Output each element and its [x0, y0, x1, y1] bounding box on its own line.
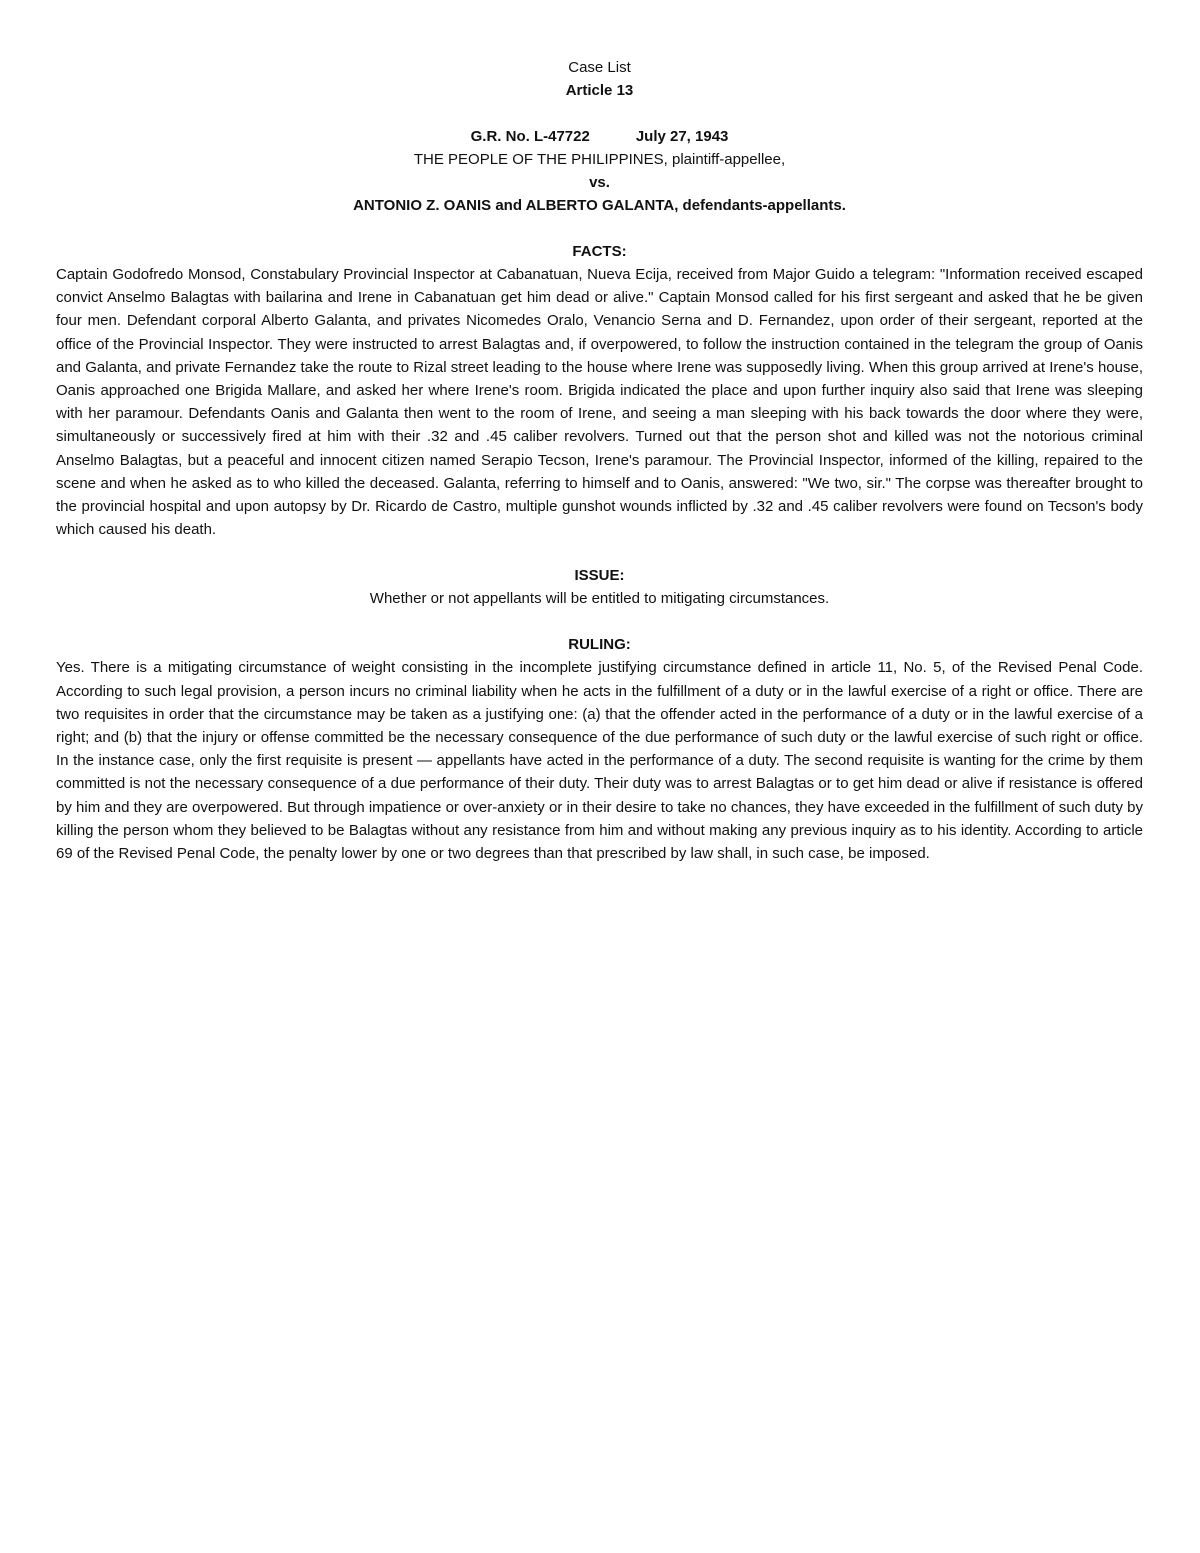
- ruling-heading: RULING:: [568, 636, 631, 654]
- document-title: Case List: [568, 59, 631, 76]
- spacer: [56, 102, 1143, 125]
- defendants-line: ANTONIO Z. OANIS and ALBERTO GALANTA, defendants-appellants.: [353, 197, 846, 214]
- spacer: [56, 217, 1143, 240]
- issue-text: Whether or not appellants will be entitled to mitigating circumstances.: [369, 590, 830, 608]
- issue-heading: ISSUE:: [574, 567, 625, 585]
- case-date: July 27, 1943: [635, 128, 729, 145]
- plaintiff-line: THE PEOPLE OF THE PHILIPPINES, plaintiff-appellee,: [413, 151, 786, 168]
- facts-heading: FACTS:: [572, 243, 627, 260]
- document-subtitle: Article 13: [565, 82, 634, 99]
- facts-text: Captain Godofredo Monsod, Constabulary Provincial Inspector at Cabanatuan, Nueva Ecija, received from Major Guido a telegram: "Information received escaped convict Anselmo Balagtas with bailarina and Irene in Cabanatuan get him dead or alive." Captain Monsod called for his first sergeant and asked that he be given four men. Defendant corporal Alberto Galanta, and privates Nicomedes Oralo, Venancio Serna and D. Fernandez, upon order of their sergeant, reported at the office of the Provincial Inspector. They were instructed to arrest Balagtas and, if overpowered, to follow the instruction contained in the telegram the group of Oanis and Galanta, and private Fernandez take the route to Rizal street leading to the house where Irene was supposedly living. When this group arrived at Irene's house, Oanis approached one Brigida Mallare, and asked her where Irene's room. Brigida indicated the place and upon further inquiry also said that Irene was sleeping with her paramour. Defendants Oanis and Galanta then went to the room of Irene, and seeing a man sleeping with his back towards the door where they were, simultaneously or successively fired at him with their .32 and .45 caliber revolvers. Turned out that the person shot and killed was not the notorious criminal Anselmo Balagtas, but a peaceful and innocent citizen named Serapio Tecson, Irene's paramour. The Provincial Inspector, informed of the killing, repaired to the scene and when he asked as to who killed the deceased. Galanta, referring to himself and to Oanis, answered: "We two, sir." The corpse was thereafter brought to the provincial hospital and upon autopsy by Dr. Ricardo de Castro, multiple gunshot wounds inflicted by .32 and .45 caliber revolvers were found on Tecson's body which caused his death.: [56, 266, 1143, 539]
- case-reference: [56, 125, 1143, 148]
- spacer: [56, 610, 1143, 633]
- spacer: [56, 541, 1143, 564]
- gr-number: G.R. No. L-47722: [470, 128, 590, 145]
- ruling-text: Yes. There is a mitigating circumstance of weight consisting in the incomplete justifying circumstance defined in article 11, No. 5, of the Revised Penal Code. According to such legal provision, a person incurs no criminal liability when he acts in the fulfillment of a duty or in the lawful exercise of a right or office. There are two requisites in order that the circumstance may be taken as a justifying one: (a) that the offender acted in the performance of a duty or in the lawful exercise of a right; and (b) that the injury or offense committed be the necessary consequence of the due performance of such duty or the lawful exercise of such right or office. In the instance case, only the first requisite is present — appellants have acted in the performance of a duty. The second requisite is wanting for the crime by them committed is not the necessary consequence of a due performance of their duty. Their duty was to arrest Balagtas or to get him dead or alive if resistance is offered by him and they are overpowered. But through impatience or over-anxiety or in their desire to take no chances, they have exceeded in the fulfillment of such duty by killing the person whom they believed to be Balagtas without any resistance from him and without making any previous inquiry as to his identity. According to article 69 of the Revised Penal Code, the penalty lower by one or two degrees than that prescribed by law shall, in such case, be imposed.: [56, 659, 1143, 863]
- document-page: [56, 56, 1143, 865]
- versus-line: vs.: [589, 174, 610, 191]
